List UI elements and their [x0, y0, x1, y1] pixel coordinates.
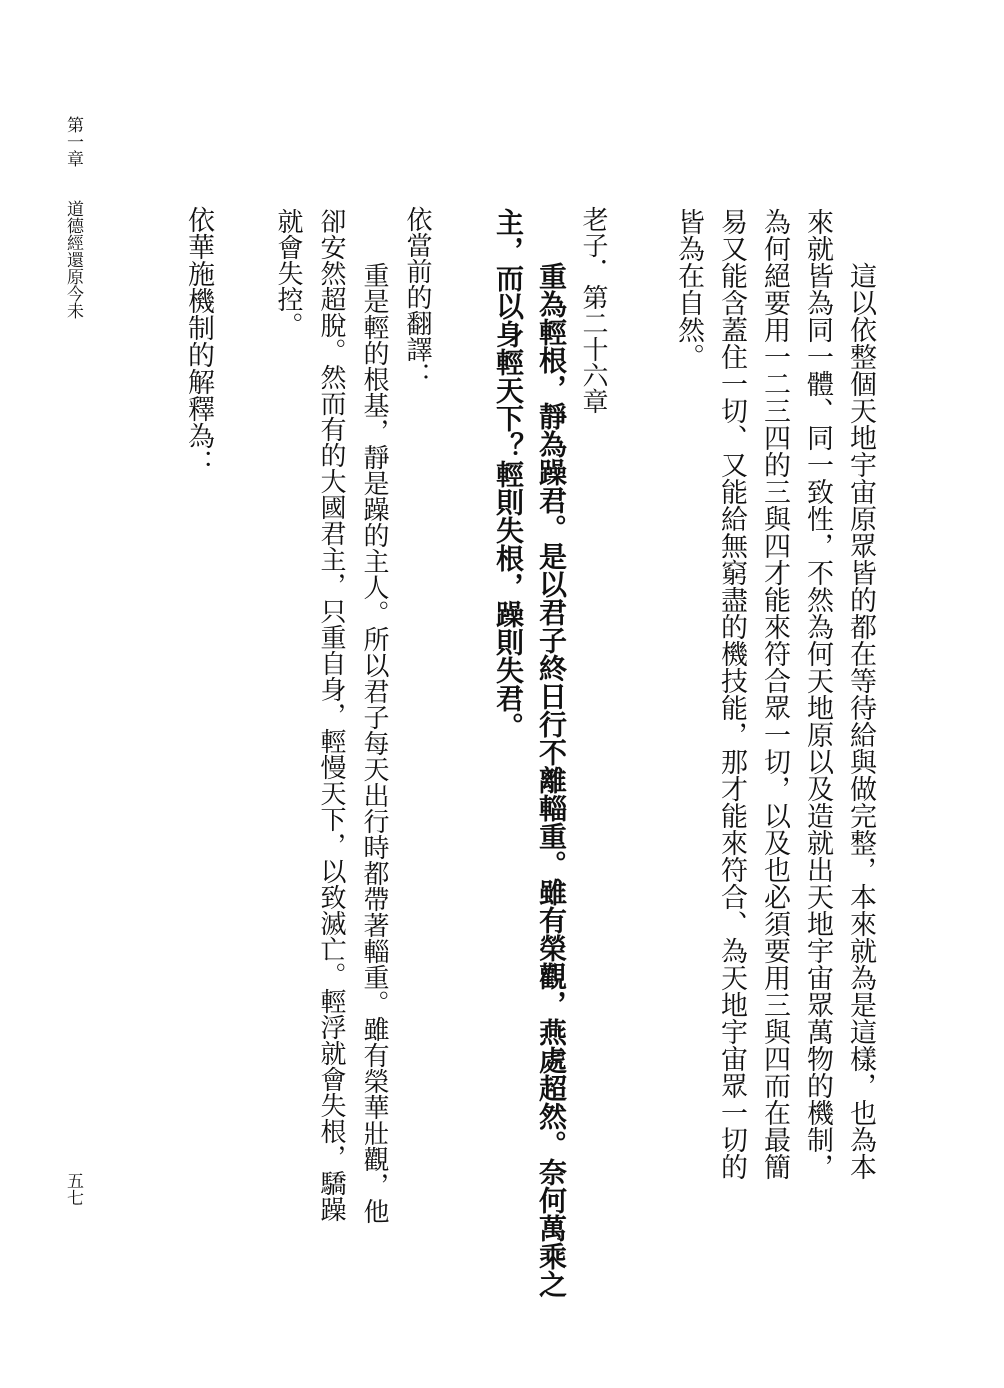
commentary-line-2: 來就皆為同一體、同一致性，不然為何天地原以及造就出天地宇宙眾萬物的機制，: [802, 208, 833, 1180]
interpretation-heading: 依華施機制的解釋為：: [183, 206, 214, 476]
chapter-heading: 老子．第二十六章: [579, 206, 609, 414]
quote-line-1: 重為輕根，靜為躁君。是以君子終日行不離輜重。雖有榮觀，燕處超然。奈何萬乘之: [536, 262, 567, 1298]
running-header-chapter: 第一章: [63, 116, 83, 167]
commentary-line-4: 易又能含蓋住一切、又能給無窮盡的機技能，那才能來符合、為天地宇宙眾一切的: [716, 208, 747, 1180]
page-number: 五七: [63, 1172, 83, 1206]
quote-line-2: 主，而以身輕天下？輕則失根，躁則失君。: [493, 208, 524, 740]
commentary-line-1: 這以依整個天地宇宙原眾皆的都在等待給與做完整，本來就為是這樣，也為本: [845, 262, 876, 1180]
translation-heading: 依當前的翻譯：: [403, 206, 433, 388]
translation-line-3: 就會失控。: [274, 208, 304, 338]
running-header-book: 道德經還原今未: [63, 200, 83, 319]
translation-line-2: 卻安然超脫。然而有的大國君主，只重自身，輕慢天下，以致滅亡。輕浮就會失根，驕躁: [317, 208, 347, 1222]
translation-line-1: 重是輕的根基，靜是躁的主人。所以君子每天出行時都帶著輜重。雖有榮華壯觀，他: [360, 262, 390, 1224]
commentary-line-5: 皆為在自然。: [673, 208, 704, 370]
commentary-line-3: 為何絕要用一二三四的三與四才能來符合眾一切，以及也必須要用三與四而在最簡: [759, 208, 790, 1180]
